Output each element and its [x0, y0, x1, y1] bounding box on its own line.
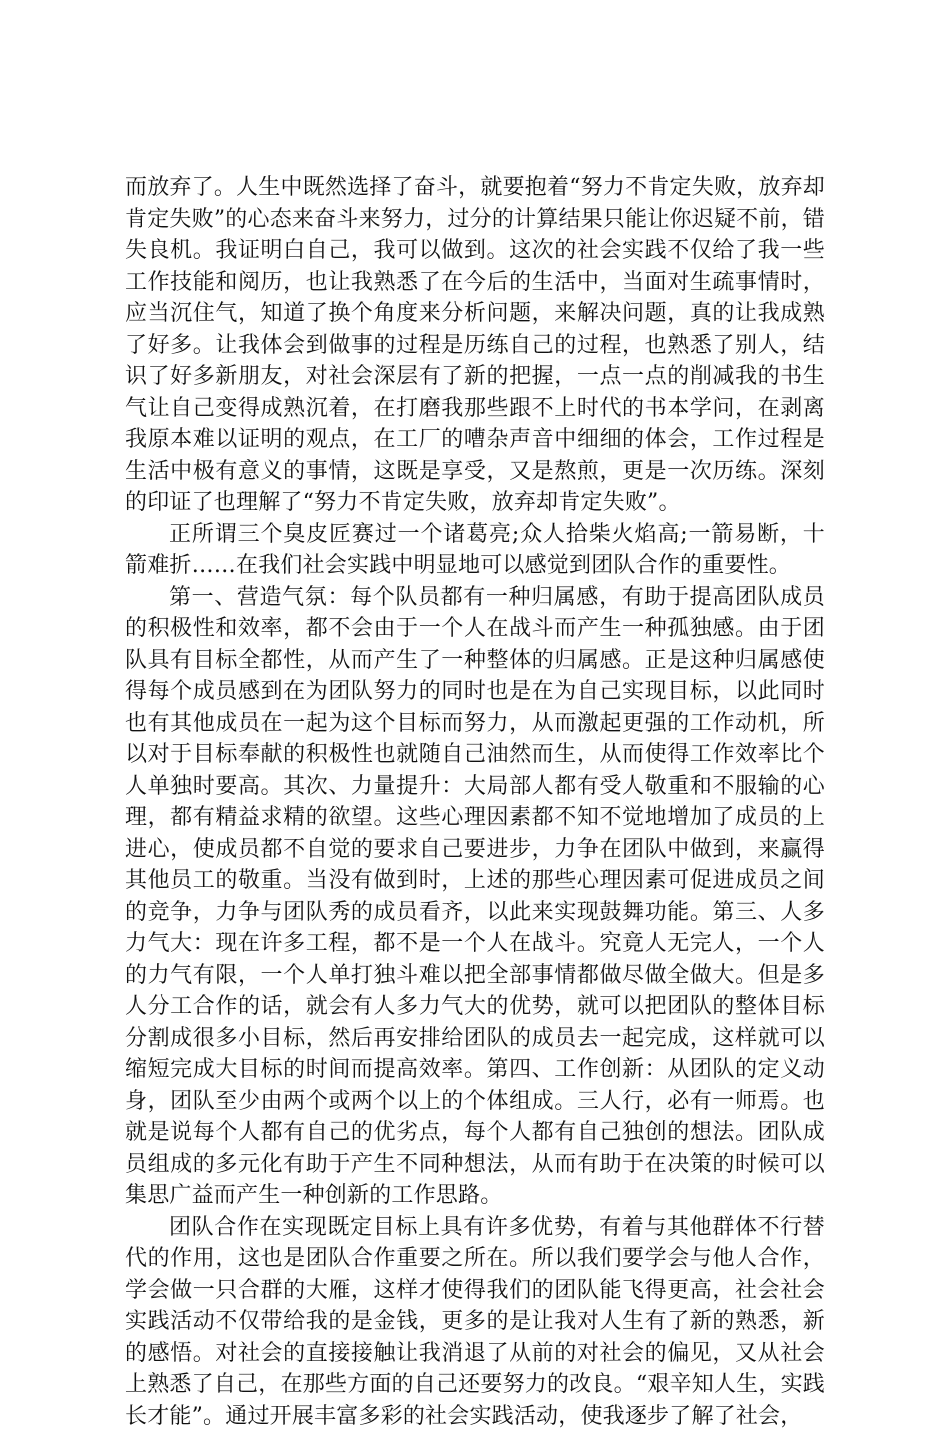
paragraph-2: 正所谓三个臭皮匠赛过一个诸葛亮;众人拾柴火焰高;一箭易断，十箭难折……在我们社会实践中明显地可以感觉到团队合作的重要性。 — [125, 519, 825, 582]
paragraph-3: 第一、营造气氛：每个队员都有一种归属感，有助于提高团队成员的积极性和效率，都不会由于一个人在战斗而产生一种孤独感。由于团队具有目标全都性，从而产生了一种整体的归属感。正是这种归属感使得每个成员感到在为团队努力的同时也是在为自己实现目标，以此同时也有其他成员在一起为这个目标而努力，从而激起更强的工作动机，所以对于目标奉献的积极性也就随自己油然而生，从而使得工作效率比个人单独时要高。其次、力量提升：大局部人都有受人敬重和不服输的心理，都有精益求精的欲望。这些心理因素都不知不觉地增加了成员的上进心，使成员都不自觉的要求自己要进步，力争在团队中做到，来赢得其他员工的敬重。当没有做到时，上述的那些心理因素可促进成员之间的竞争，力争与团队秀的成员看齐，以此来实现鼓舞功能。第三、人多力气大：现在许多工程，都不是一个人在战斗。究竟人无完人，一个人的力气有限，一个人单打独斗难以把全部事情都做尽做全做大。但是多人分工合作的话，就会有人多力气大的优势，就可以把团队的整体目标分割成很多小目标，然后再安排给团队的成员去一起完成，这样就可以缩短完成大目标的时间而提高效率。第四、工作创新：从团队的定义动身，团队至少由两个或两个以上的个体组成。三人行，必有一师焉。也就是说每个人都有自己的优劣点，每个人都有自己独创的想法。团队成员组成的多元化有助于产生不同种想法，从而有助于在决策的时候可以集思广益而产生一种创新的工作思路。 — [125, 582, 825, 1212]
paragraph-4: 团队合作在实现既定目标上具有许多优势，有着与其他群体不行替代的作用，这也是团队合作重要之所在。所以我们要学会与他人合作，学会做一只合群的大雁，这样才使得我们的团队能飞得更高，社会社会实践活动不仅带给我的是金钱，更多的是让我对人生有了新的熟悉，新的感悟。对社会的直接接触让我消退了从前的对社会的偏见，又从社会上熟悉了自己，在那些方面的自己还要努力的改良。“艰辛知人生，实践长才能”。通过开展丰富多彩的社会实践活动，使我逐步了解了社会， — [125, 1212, 825, 1432]
paragraph-1: 而放弃了。人生中既然选择了奋斗，就要抱着“努力不肯定失败，放弃却肯定失败”的心态来奋斗来努力，过分的计算结果只能让你迟疑不前，错失良机。我证明白自己，我可以做到。这次的社会实践不仅给了我一些工作技能和阅历，也让我熟悉了在今后的生活中，当面对生疏事情时，应当沉住气，知道了换个角度来分析问题，来解决问题，真的让我成熟了好多。让我体会到做事的过程是历练自己的过程，也熟悉了别人，结识了好多新朋友，对社会深层有了新的把握，一点一点的削减我的书生气让自己变得成熟沉着，在打磨我那些跟不上时代的书本学问，在剥离我原本难以证明的观点，在工厂的嘈杂声音中细细的体会，工作过程是生活中极有意义的事情，这既是享受，又是熬煎，更是一次历练。深刻的印证了也理解了“努力不肯定失败，放弃却肯定失败”。 — [125, 172, 825, 519]
document-body — [125, 172, 825, 1432]
